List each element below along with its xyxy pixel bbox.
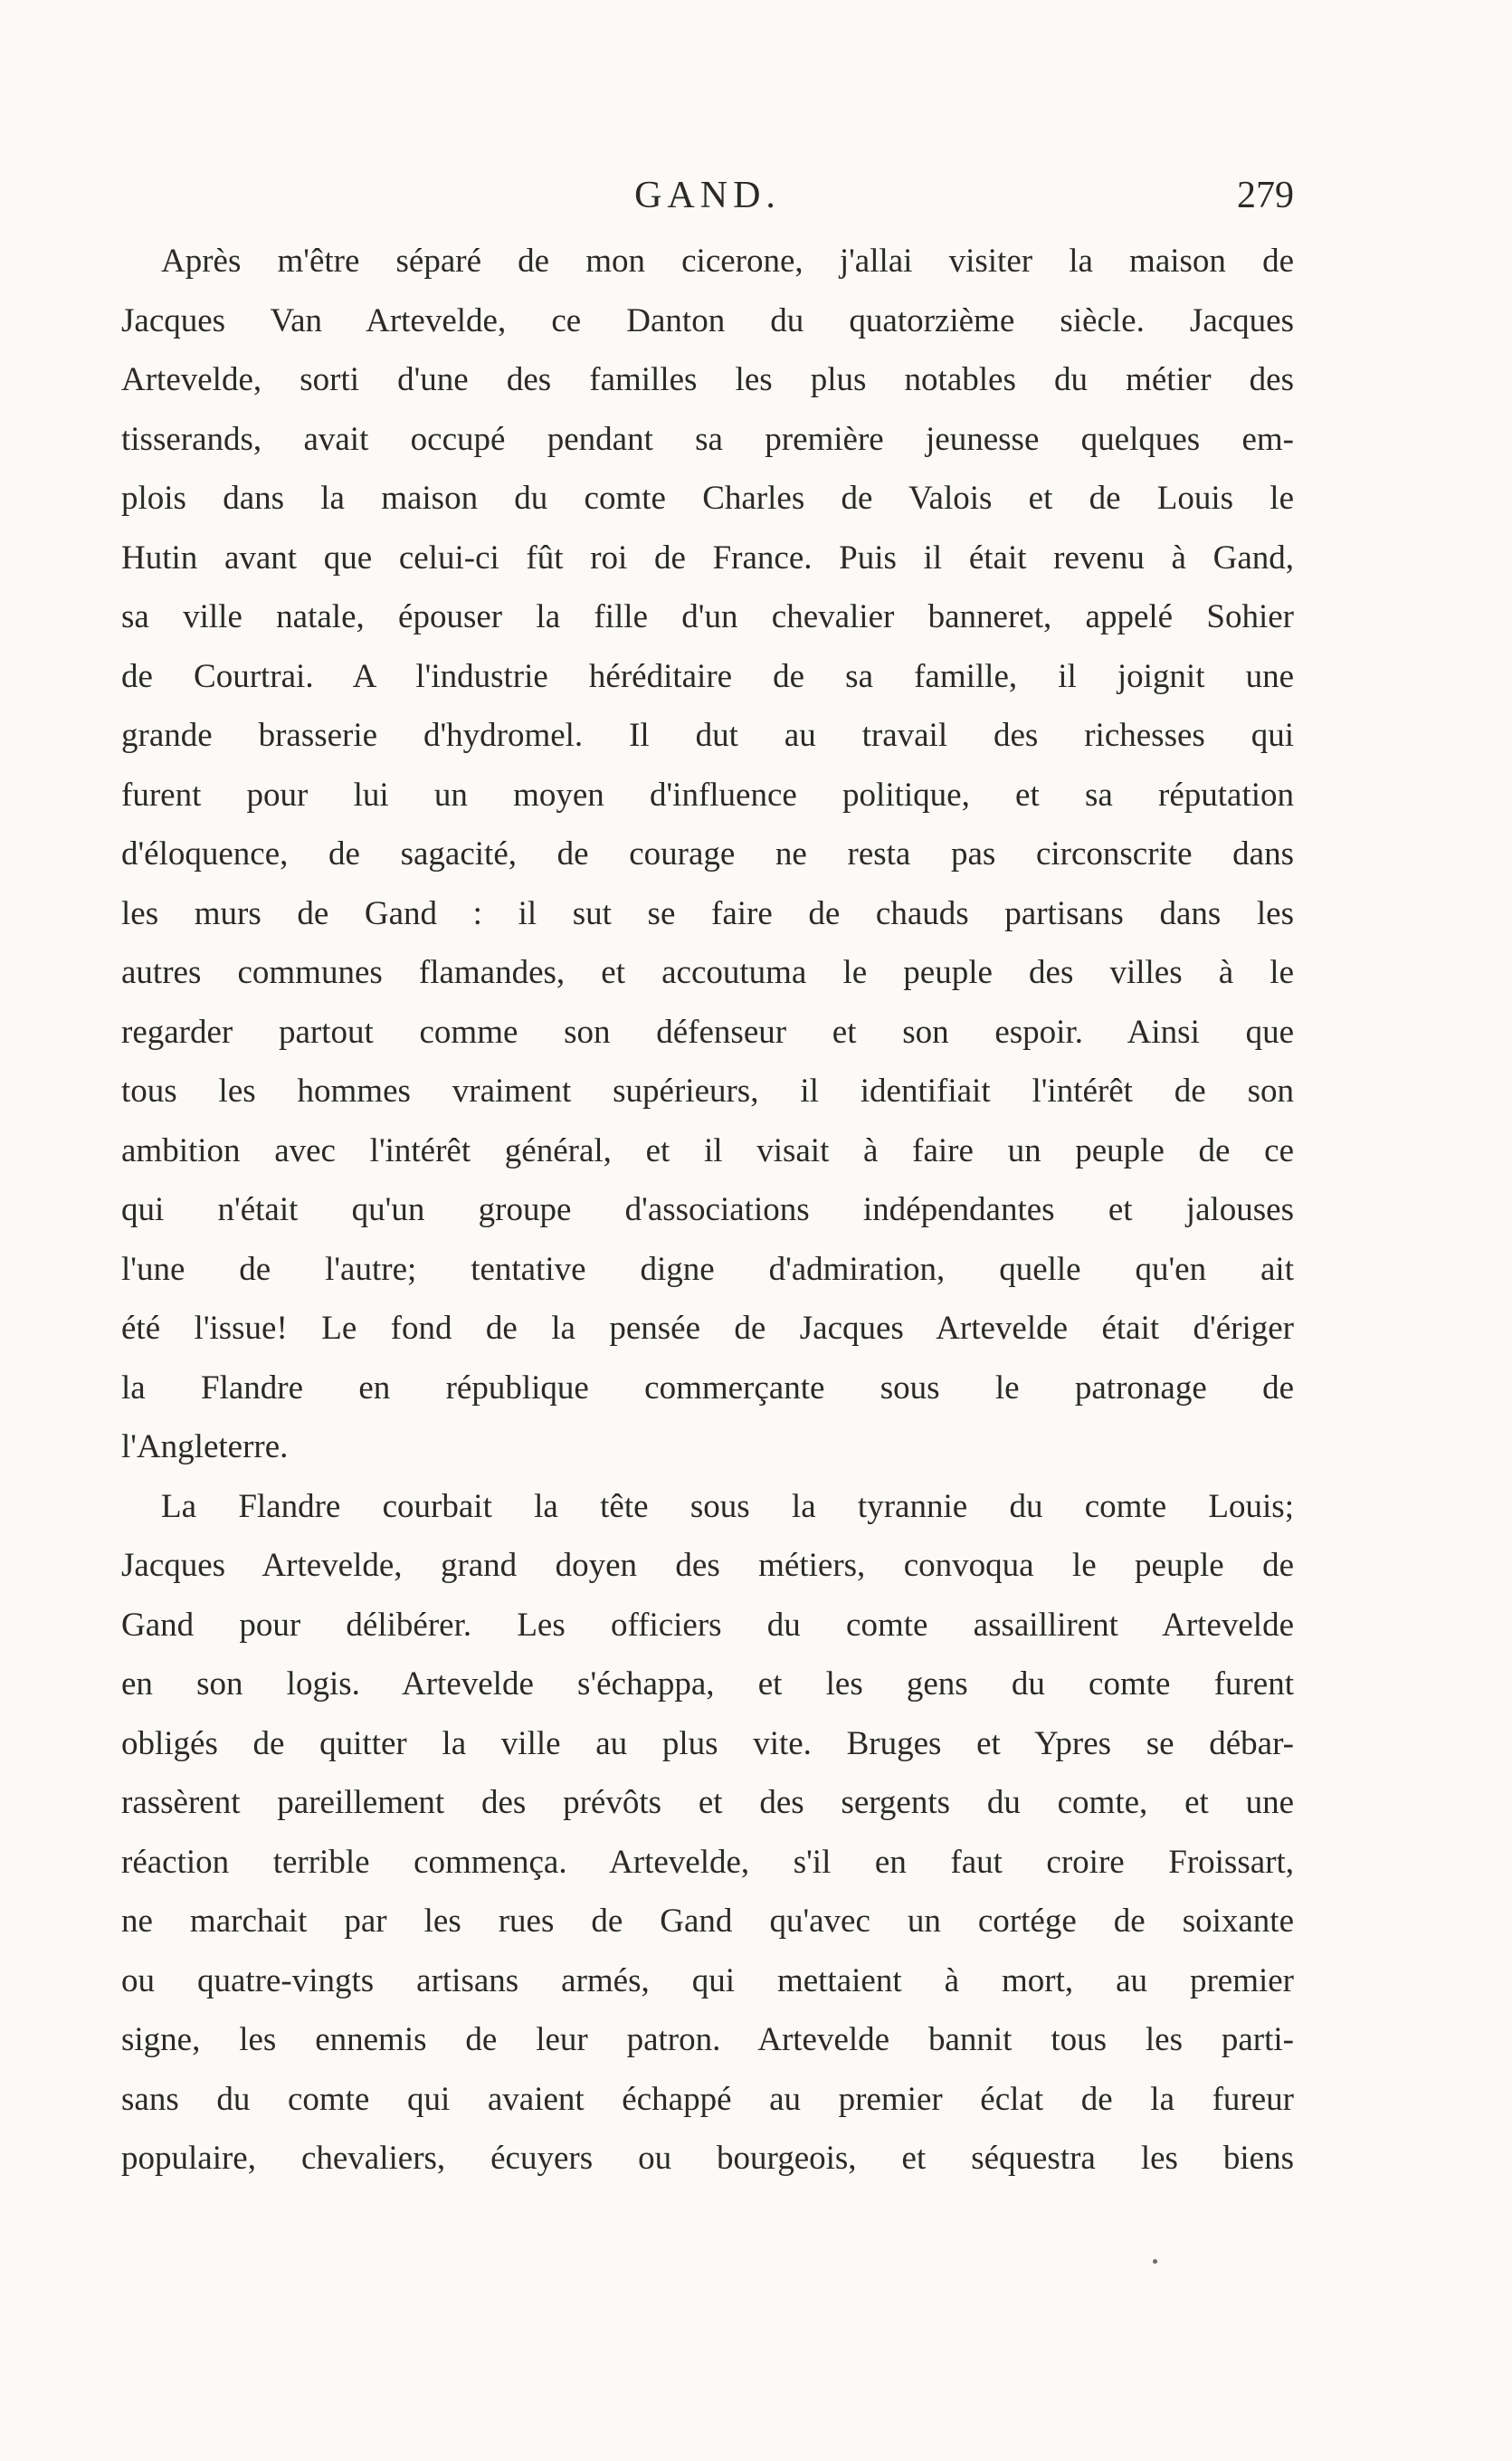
page-number: 279	[1237, 175, 1294, 216]
print-mark	[1153, 2259, 1157, 2264]
text-line: de Courtrai. A l'industrie héréditaire de sa famille, il joignit une	[121, 657, 1294, 695]
text-line: les murs de Gand : il sut se faire de chauds partisans dans les	[121, 894, 1294, 932]
text-line: Jacques Van Artevelde, ce Danton du quatorzième siècle. Jacques	[121, 301, 1294, 339]
text-line: regarder partout comme son défenseur et son espoir. Ainsi que	[121, 1013, 1294, 1051]
text-line: La Flandre courbait la tête sous la tyrannie du comte Louis;	[161, 1487, 1294, 1525]
text-line: tous les hommes vraiment supérieurs, il identifiait l'intérêt de son	[121, 1073, 1294, 1110]
text-line: plois dans la maison du comte Charles de Valois et de Louis le	[121, 480, 1294, 517]
text-line: tisserands, avait occupé pendant sa première jeunesse quelques em-	[121, 420, 1294, 458]
text-line: obligés de quitter la ville au plus vite. Bruges et Ypres se débar-	[121, 1724, 1294, 1762]
text-line: réaction terrible commença. Artevelde, s'il en faut croire Froissart,	[121, 1843, 1294, 1881]
text-line: l'Angleterre.	[121, 1428, 289, 1465]
text-line: l'une de l'autre; tentative digne d'admiration, quelle qu'en ait	[121, 1250, 1294, 1288]
text-line: en son logis. Artevelde s'échappa, et les gens du comte furent	[121, 1665, 1294, 1703]
text-line: grande brasserie d'hydromel. Il dut au travail des richesses qui	[121, 717, 1294, 754]
body-text	[121, 232, 1294, 2189]
text-line: ambition avec l'intérêt général, et il visait à faire un peuple de ce	[121, 1131, 1294, 1169]
text-line: Gand pour délibérer. Les officiers du comte assaillirent Artevelde	[121, 1606, 1294, 1644]
page-header	[121, 174, 1294, 228]
text-line: d'éloquence, de sagacité, de courage ne resta pas circonscrite dans	[121, 835, 1294, 873]
text-line: Hutin avant que celui-ci fût roi de France. Puis il était revenu à Gand,	[121, 539, 1294, 577]
text-line: qui n'était qu'un groupe d'associations indépendantes et jalouses	[121, 1191, 1294, 1228]
text-line: sans du comte qui avaient échappé au premier éclat de la fureur	[121, 2080, 1294, 2118]
text-line: autres communes flamandes, et accoutuma le peuple des villes à le	[121, 954, 1294, 991]
text-line: populaire, chevaliers, écuyers ou bourgeois, et séquestra les biens	[121, 2140, 1294, 2177]
text-line: signe, les ennemis de leur patron. Artevelde bannit tous les parti-	[121, 2021, 1294, 2058]
running-head: GAND.	[634, 175, 781, 216]
text-line: sa ville natale, épouser la fille d'un chevalier banneret, appelé Sohier	[121, 598, 1294, 635]
text-line: été l'issue! Le fond de la pensée de Jacques Artevelde était d'ériger	[121, 1310, 1294, 1347]
text-line: la Flandre en république commerçante sous le patronage de	[121, 1369, 1294, 1407]
text-line: ou quatre-vingts artisans armés, qui mettaient à mort, au premier	[121, 1961, 1294, 1999]
text-line: Après m'être séparé de mon cicerone, j'allai visiter la maison de	[161, 243, 1294, 280]
text-line: rassèrent pareillement des prévôts et des sergents du comte, et une	[121, 1784, 1294, 1821]
text-line: furent pour lui un moyen d'influence politique, et sa réputation	[121, 776, 1294, 814]
text-line: Artevelde, sorti d'une des familles les plus notables du métier des	[121, 361, 1294, 398]
text-line: Jacques Artevelde, grand doyen des métiers, convoqua le peuple de	[121, 1547, 1294, 1584]
text-line: ne marchait par les rues de Gand qu'avec un cortége de soixante	[121, 1903, 1294, 1940]
